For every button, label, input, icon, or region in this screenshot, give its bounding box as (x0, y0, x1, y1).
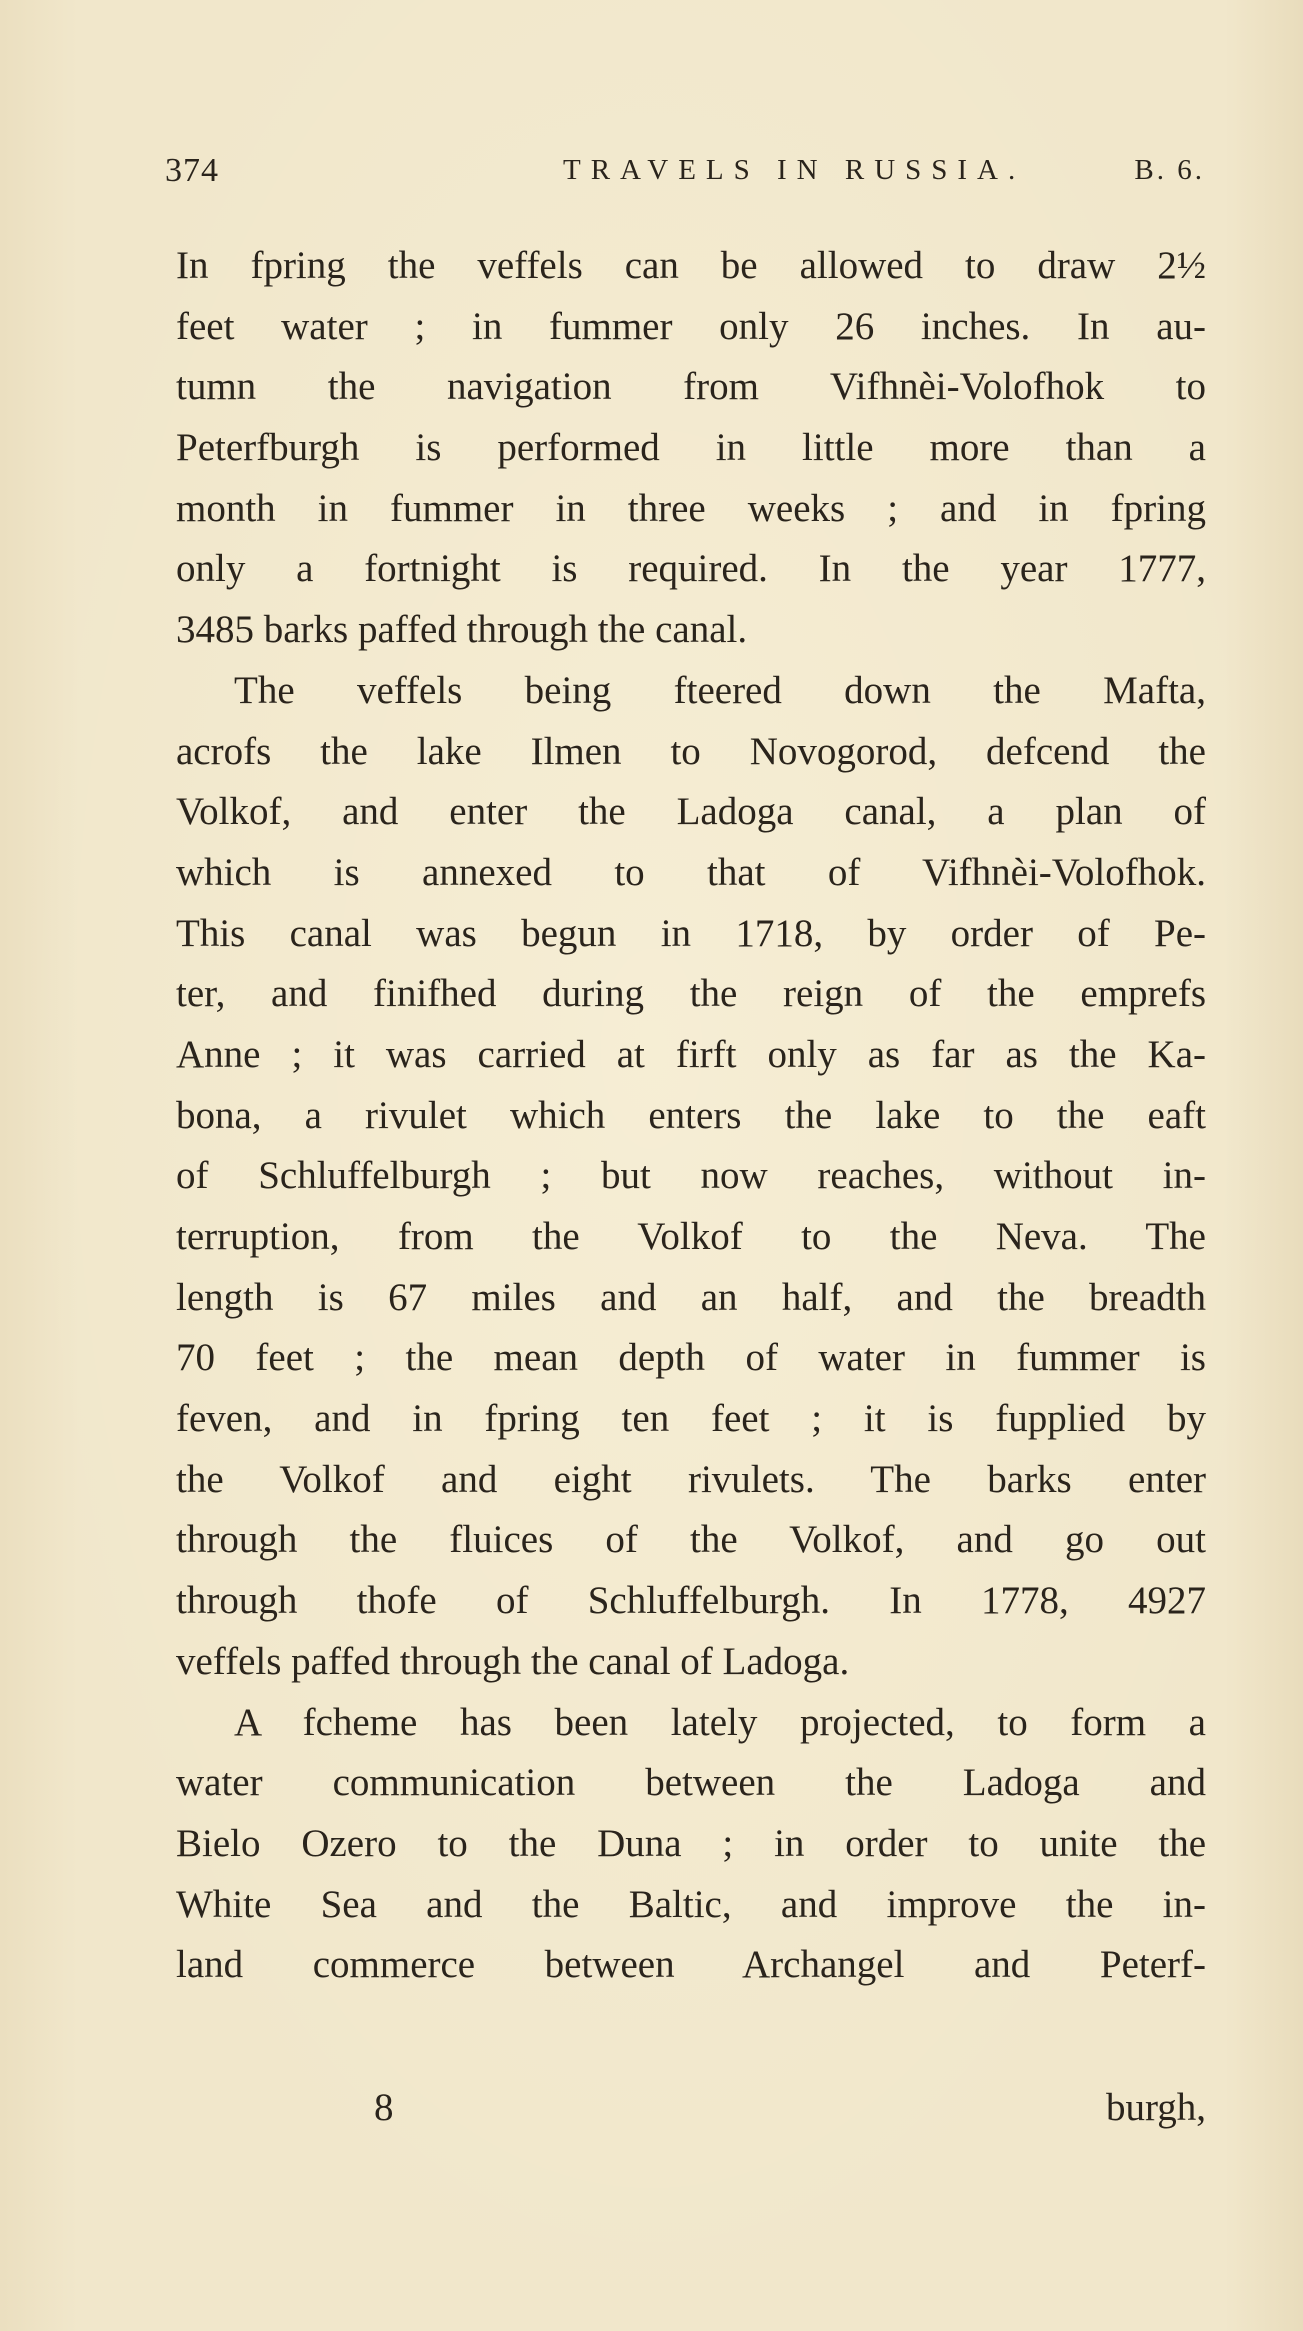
text-line: land commerce between Archangel and Peterf- (176, 1943, 1206, 1987)
text-line: the Volkof and eight rivulets. The barks enter (176, 1457, 1206, 1501)
text-line: water communication between the Ladoga and (176, 1761, 1206, 1805)
text-line: Volkof, and enter the Ladoga canal, a plan of (176, 790, 1206, 834)
text-line: In fpring the veffels can be allowed to draw 2½ (176, 244, 1206, 287)
text-line: veffels paffed through the canal of Ladoga. (176, 1639, 850, 1683)
text-line: Anne ; it was carried at firft only as far as the Ka- (176, 1032, 1206, 1076)
text-line: feven, and in fpring ten feet ; it is fupplied by (176, 1397, 1206, 1441)
text-line: This canal was begun in 1718, by order of Pe- (176, 911, 1206, 955)
body-text (176, 236, 1206, 1996)
text-line: length is 67 miles and an half, and the breadth (176, 1275, 1206, 1319)
running-title: TRAVELS IN RUSSIA. (563, 154, 1026, 186)
text-line: acrofs the lake Ilmen to Novogorod, defcend the (176, 729, 1206, 773)
text-line: 3485 barks paffed through the canal. (176, 608, 748, 652)
text-line: of Schluffelburgh ; but now reaches, without in- (176, 1154, 1206, 1198)
page-number: 374 (165, 152, 219, 189)
text-line: only a fortnight is required. In the year 1777, (176, 547, 1206, 591)
text-line: The veffels being fteered down the Mafta, (234, 668, 1206, 712)
page-header (165, 152, 1205, 200)
text-line: Bielo Ozero to the Duna ; in order to unite the (176, 1821, 1206, 1865)
text-line: feet water ; in fummer only 26 inches. In au- (176, 304, 1206, 348)
paragraph-3 (176, 1693, 1206, 1996)
signature-mark: 8 (374, 2086, 394, 2129)
text-line: which is annexed to that of Vifhnèi-Volofhok. (176, 850, 1206, 894)
book-reference: B. 6. (1134, 154, 1205, 186)
paragraph-1 (176, 236, 1206, 661)
text-line: terruption, from the Volkof to the Neva. The (176, 1215, 1206, 1258)
text-line: through thofe of Schluffelburgh. In 1778, 4927 (176, 1579, 1206, 1623)
text-line: tumn the navigation from Vifhnèi-Volofhok to (176, 365, 1206, 409)
text-line: bona, a rivulet which enters the lake to the eaft (176, 1093, 1206, 1137)
text-line: 70 feet ; the mean depth of water in fummer is (176, 1336, 1206, 1380)
text-line: A fcheme has been lately projected, to form a (234, 1700, 1206, 1744)
text-line: through the fluices of the Volkof, and go out (176, 1518, 1206, 1562)
catchword: burgh, (1105, 2086, 1206, 2129)
text-line: ter, and finifhed during the reign of the emprefs (176, 972, 1206, 1016)
text-line: month in fummer in three weeks ; and in fpring (176, 486, 1206, 530)
text-line: Peterfburgh is performed in little more than a (176, 426, 1206, 470)
text-line: White Sea and the Baltic, and improve the in- (176, 1882, 1206, 1926)
paragraph-2 (176, 661, 1206, 1693)
page-footer (176, 2085, 1206, 2145)
